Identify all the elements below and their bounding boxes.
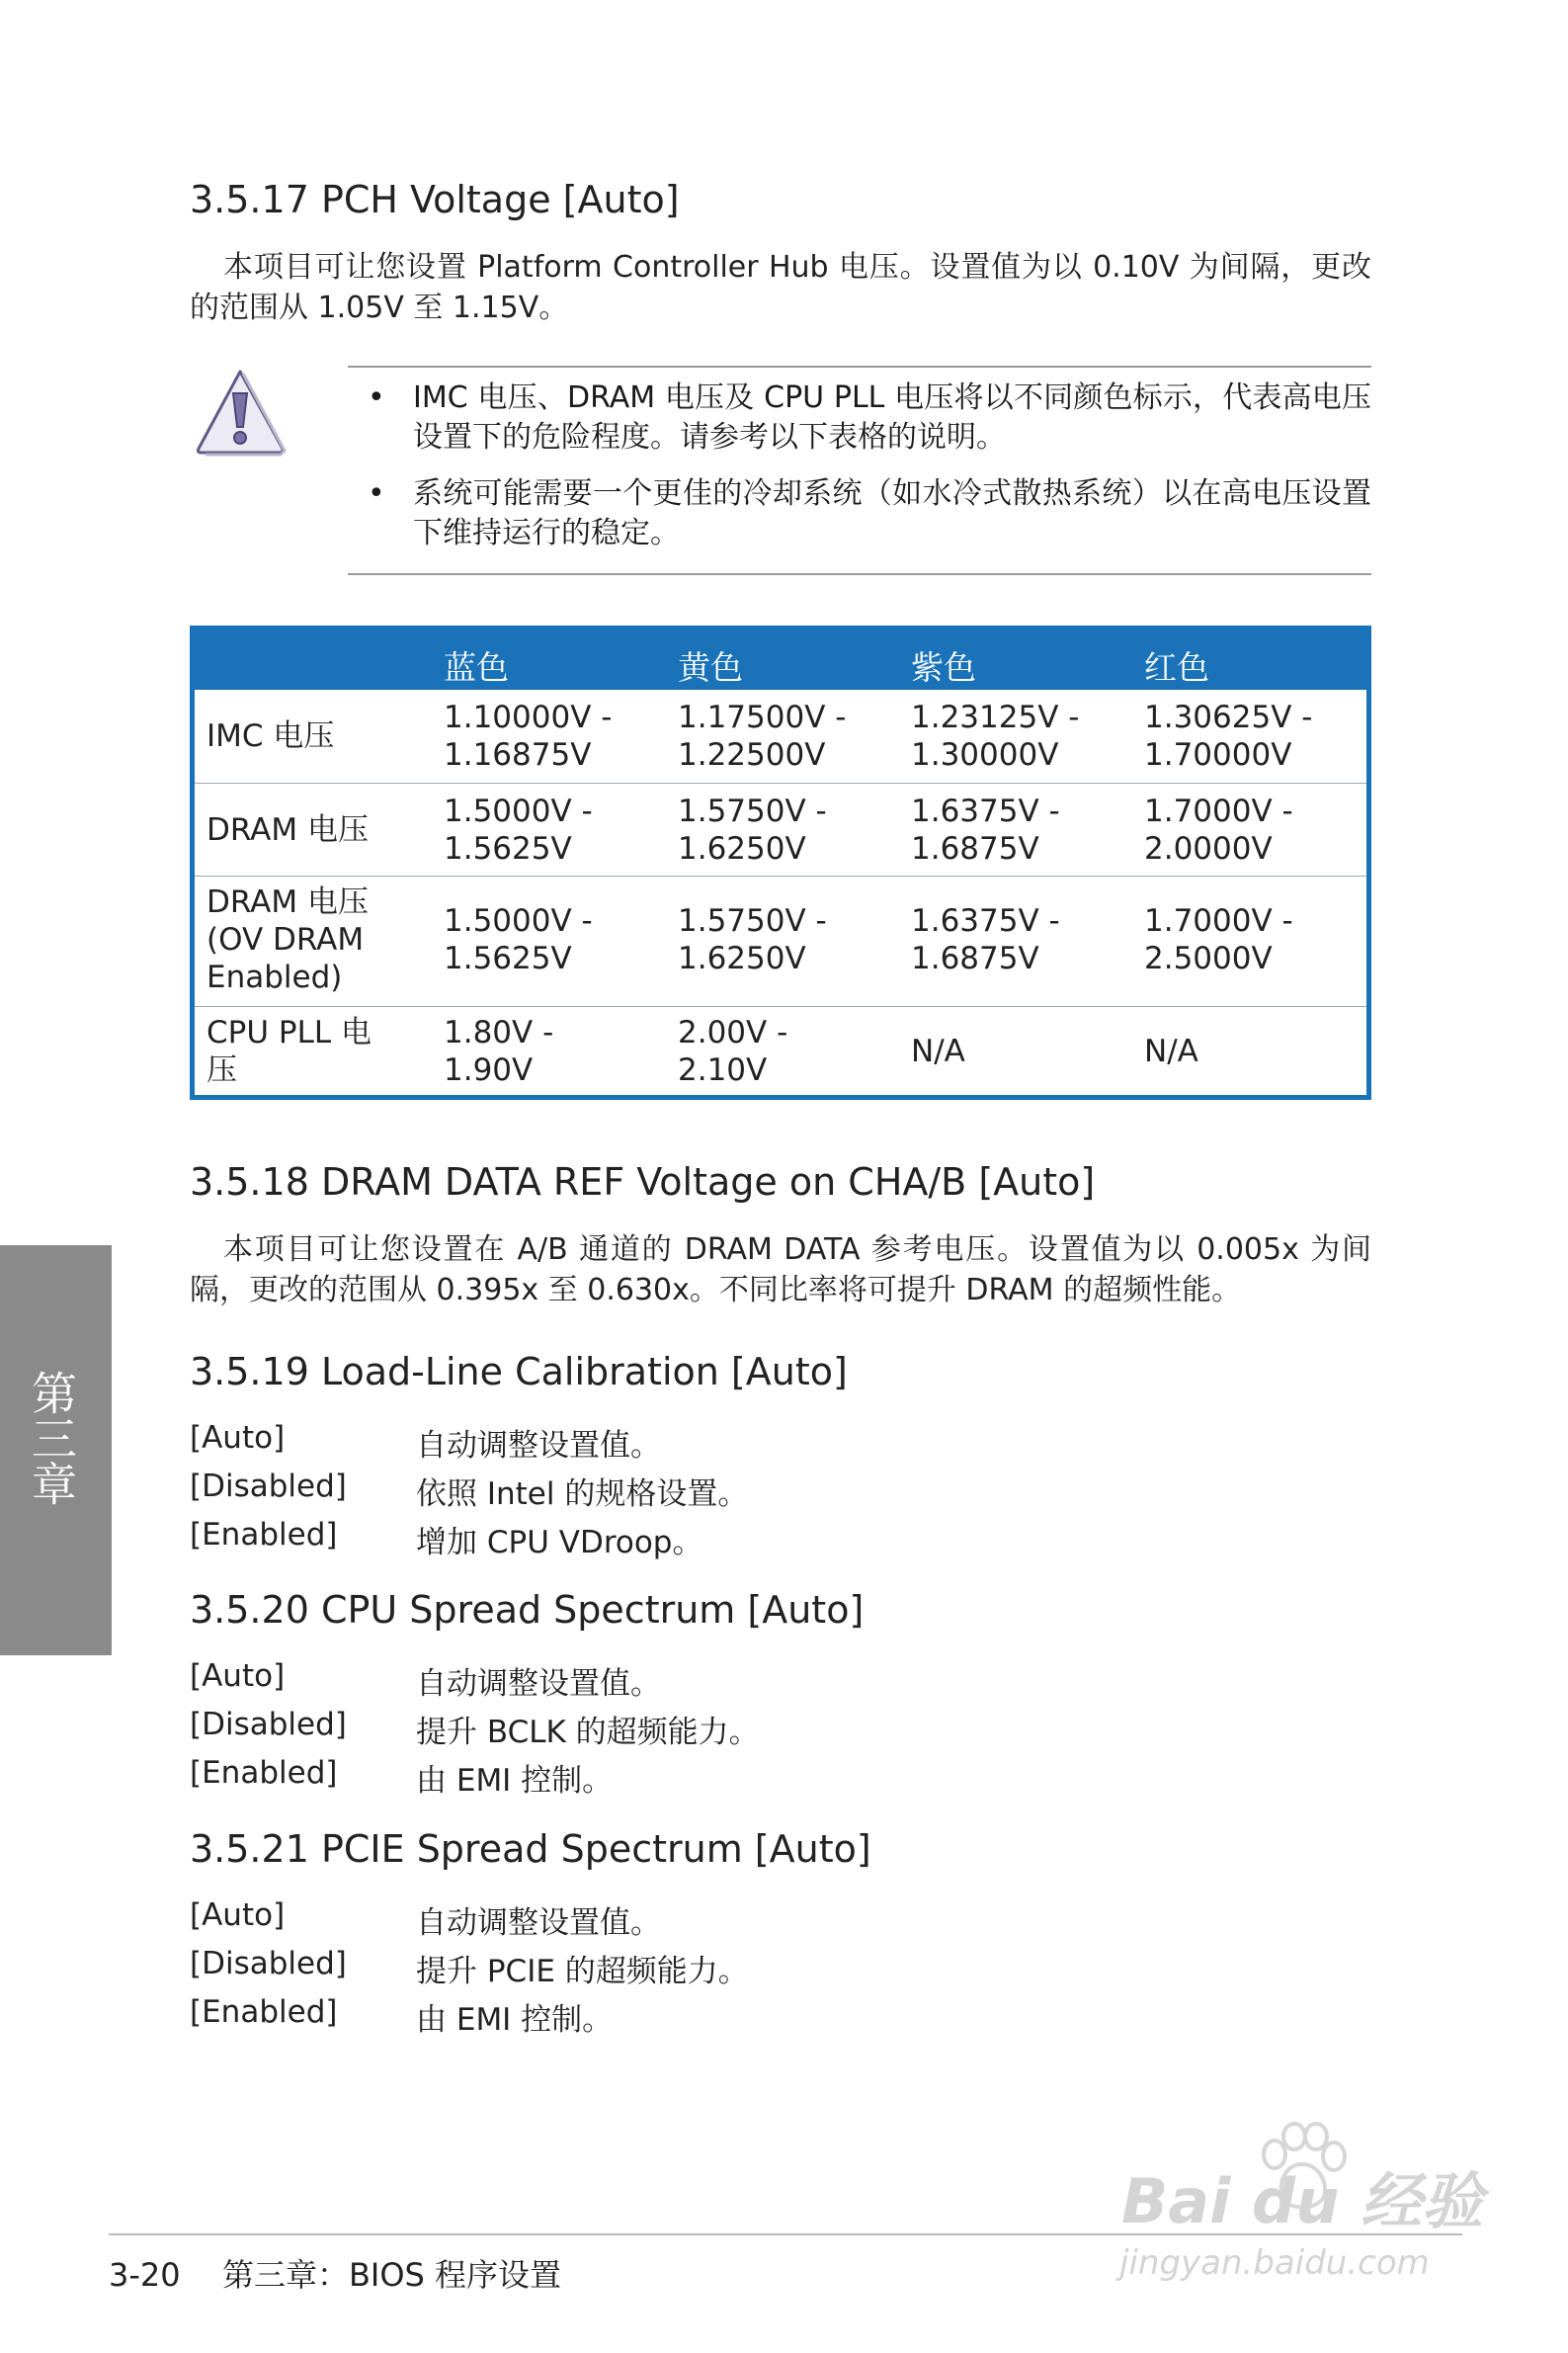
option-desc: 自动调整设置值。 — [416, 1666, 661, 1702]
section-17-heading: 3.5.17 PCH Voltage [Auto] — [190, 178, 680, 221]
cell-blue: 1.10000V - 1.16875V — [444, 700, 613, 773]
footer-divider — [109, 2233, 1462, 2235]
notice-item-2: 系统可能需要一个更佳的冷却系统（如水冷式散热系统）以在高电压设置下维持运行的稳定。 — [413, 476, 1371, 550]
table-header-row — [195, 630, 1366, 690]
cell-yellow: 1.5750V - 1.6250V — [678, 903, 827, 976]
cell-purple: 1.6375V - 1.6875V — [911, 794, 1060, 867]
option-key: [Auto] — [190, 1420, 286, 1456]
cell-yellow: 1.5750V - 1.6250V — [678, 794, 827, 867]
cell-purple: 1.23125V - 1.30000V — [911, 700, 1080, 773]
option-desc: 提升 BCLK 的超频能力。 — [416, 1715, 760, 1750]
warning-triangle-icon — [194, 366, 287, 457]
watermark-url: jingyan.baidu.com — [1119, 2243, 1430, 2283]
table-row — [195, 783, 1366, 877]
cell-red: 1.30625V - 1.70000V — [1144, 700, 1313, 773]
option-key: [Auto] — [190, 1897, 286, 1933]
option-key: [Enabled] — [190, 1994, 338, 2030]
section-18-body: 本项目可让您设置在 A/B 通道的 DRAM DATA 参考电压。设置值为以 0.005x 为间隔，更改的范围从 0.395x 至 0.630x。不同比率将可提升 DRAM 的超频性能。 — [190, 1232, 1371, 1307]
cell-blue: 1.5000V - 1.5625V — [444, 794, 593, 867]
row-label: DRAM 电压 (OV DRAM Enabled) — [206, 884, 369, 995]
section-17-body: 本项目可让您设置 Platform Controller Hub 电压。设置值为以 0.10V 为间隔，更改的范围从 1.05V 至 1.15V。 — [190, 250, 1371, 325]
chapter-title: 第三章：BIOS 程序设置 — [221, 2256, 562, 2294]
notice-box — [348, 366, 1371, 575]
notice-bullet: • — [368, 476, 385, 511]
header-purple: 紫色 — [911, 648, 976, 687]
section-18-heading: 3.5.18 DRAM DATA REF Voltage on CHA/B [Auto] — [190, 1160, 1096, 1204]
option-desc: 依照 Intel 的规格设置。 — [416, 1476, 749, 1512]
option-desc: 自动调整设置值。 — [416, 1905, 661, 1941]
section-19-heading: 3.5.19 Load-Line Calibration [Auto] — [190, 1350, 848, 1393]
cell-yellow: 1.17500V - 1.22500V — [678, 700, 847, 773]
table-row — [195, 690, 1366, 783]
header-yellow: 黄色 — [678, 648, 743, 687]
cell-blue: 1.80V - 1.90V — [444, 1015, 554, 1088]
table-row — [195, 876, 1366, 1007]
header-red: 红色 — [1144, 648, 1209, 687]
notice-bullet: • — [368, 380, 385, 415]
voltage-color-table — [190, 626, 1371, 1100]
chapter-side-tab-label: 第三章 — [25, 1370, 78, 1506]
page-number: 3-20 — [109, 2256, 181, 2294]
watermark-brand: Bai du 经验 — [1121, 2165, 1484, 2237]
chapter-side-tab — [0, 1245, 112, 1655]
option-key: [Disabled] — [190, 1946, 347, 1981]
cell-red: 1.7000V - 2.0000V — [1144, 794, 1293, 867]
table-row — [195, 1006, 1366, 1096]
cell-red: N/A — [1144, 1034, 1198, 1069]
row-label: CPU PLL 电 压 — [206, 1015, 371, 1088]
cell-blue: 1.5000V - 1.5625V — [444, 903, 593, 976]
cell-purple: 1.6375V - 1.6875V — [911, 903, 1060, 976]
option-key: [Disabled] — [190, 1469, 347, 1504]
notice-item-1: IMC 电压、DRAM 电压及 CPU PLL 电压将以不同颜色标示，代表高电压设置下的危险程度。请参考以下表格的说明。 — [413, 380, 1371, 455]
option-key: [Auto] — [190, 1658, 286, 1694]
header-blue: 蓝色 — [444, 648, 509, 687]
cell-yellow: 2.00V - 2.10V — [678, 1015, 788, 1088]
option-key: [Disabled] — [190, 1707, 347, 1742]
option-desc: 增加 CPU VDroop。 — [416, 1525, 703, 1560]
option-key: [Enabled] — [190, 1755, 338, 1791]
section-21-heading: 3.5.21 PCIE Spread Spectrum [Auto] — [190, 1827, 871, 1871]
row-label: DRAM 电压 — [206, 812, 369, 848]
cell-red: 1.7000V - 2.5000V — [1144, 903, 1293, 976]
option-desc: 提升 PCIE 的超频能力。 — [416, 1954, 749, 1989]
row-label: IMC 电压 — [206, 718, 335, 754]
section-20-heading: 3.5.20 CPU Spread Spectrum [Auto] — [190, 1588, 865, 1632]
option-desc: 由 EMI 控制。 — [416, 1763, 614, 1799]
option-desc: 由 EMI 控制。 — [416, 2002, 614, 2038]
footer — [109, 2250, 561, 2296]
option-key: [Enabled] — [190, 1517, 338, 1553]
option-desc: 自动调整设置值。 — [416, 1428, 661, 1464]
cell-purple: N/A — [911, 1034, 965, 1069]
